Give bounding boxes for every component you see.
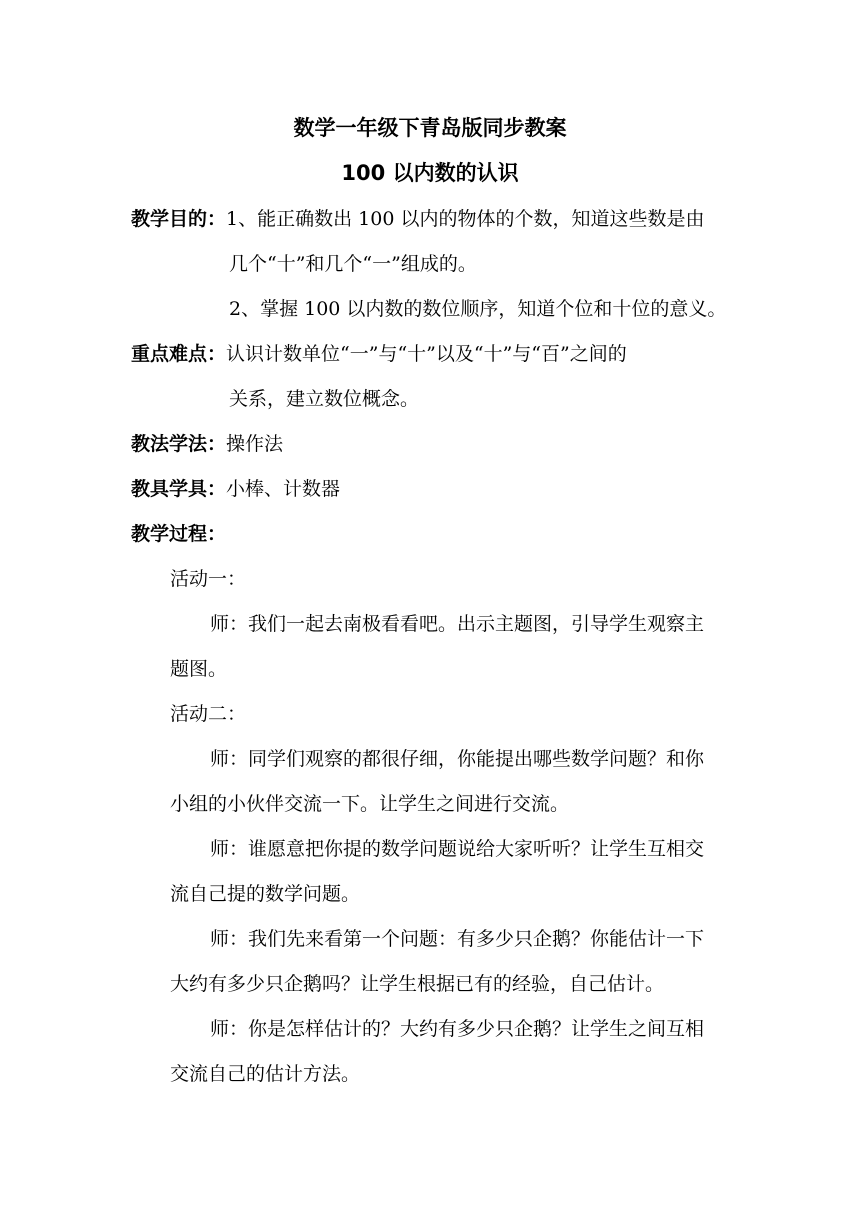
methods-label: 教法学法：	[131, 433, 227, 455]
process-label: 教学过程：	[131, 523, 227, 545]
activity1-heading: 活动一：	[170, 568, 247, 590]
tools-value: 小棒、计数器	[226, 478, 341, 500]
activity1-p1-line1: 师：我们一起去南极看看吧。出示主题图，引导学生观察主	[210, 613, 705, 635]
key-points-line2: 关系，建立数位概念。	[229, 388, 420, 410]
methods-row	[131, 429, 283, 459]
activity2-p2-line1: 师：谁愿意把你提的数学问题说给大家听听？让学生互相交	[210, 838, 705, 860]
activity2-p3-line1: 师：我们先来看第一个问题：有多少只企鹅？你能估计一下	[210, 928, 705, 950]
objectives-item1-line1: 1、能正确数出 100 以内的物体的个数，知道这些数是由	[226, 208, 705, 230]
key-points-line1: 认识计数单位“一”与“十”以及“十”与“百”之间的	[226, 343, 627, 365]
key-points-label: 重点难点：	[131, 343, 227, 365]
document-subtitle: 100 以内数的认识	[341, 161, 519, 185]
key-points-row	[131, 339, 627, 369]
methods-value: 操作法	[226, 433, 284, 455]
activity2-p4-line2: 交流自己的估计方法。	[170, 1063, 361, 1085]
activity2-p2-line2: 流自己提的数学问题。	[170, 883, 361, 905]
objectives-row	[131, 204, 704, 234]
activity2-p3-line2: 大约有多少只企鹅吗？让学生根据已有的经验，自己估计。	[170, 973, 665, 995]
document-title: 数学一年级下青岛版同步教案	[293, 116, 567, 140]
tools-label: 教具学具：	[131, 478, 227, 500]
activity2-p1-line2: 小组的小伙伴交流一下。让学生之间进行交流。	[170, 793, 570, 815]
activity2-p4-line1: 师：你是怎样估计的？大约有多少只企鹅？让学生之间互相	[210, 1018, 705, 1040]
objectives-label: 教学目的：	[131, 208, 227, 230]
tools-row	[131, 474, 340, 504]
objectives-item2: 2、掌握 100 以内数的数位顺序，知道个位和十位的意义。	[229, 298, 727, 320]
activity2-p1-line1: 师：同学们观察的都很仔细，你能提出哪些数学问题？和你	[210, 748, 705, 770]
activity2-heading: 活动二：	[170, 703, 247, 725]
objectives-item1-line2: 几个“十”和几个“一”组成的。	[229, 253, 477, 275]
activity1-p1-line2: 题图。	[170, 658, 228, 680]
